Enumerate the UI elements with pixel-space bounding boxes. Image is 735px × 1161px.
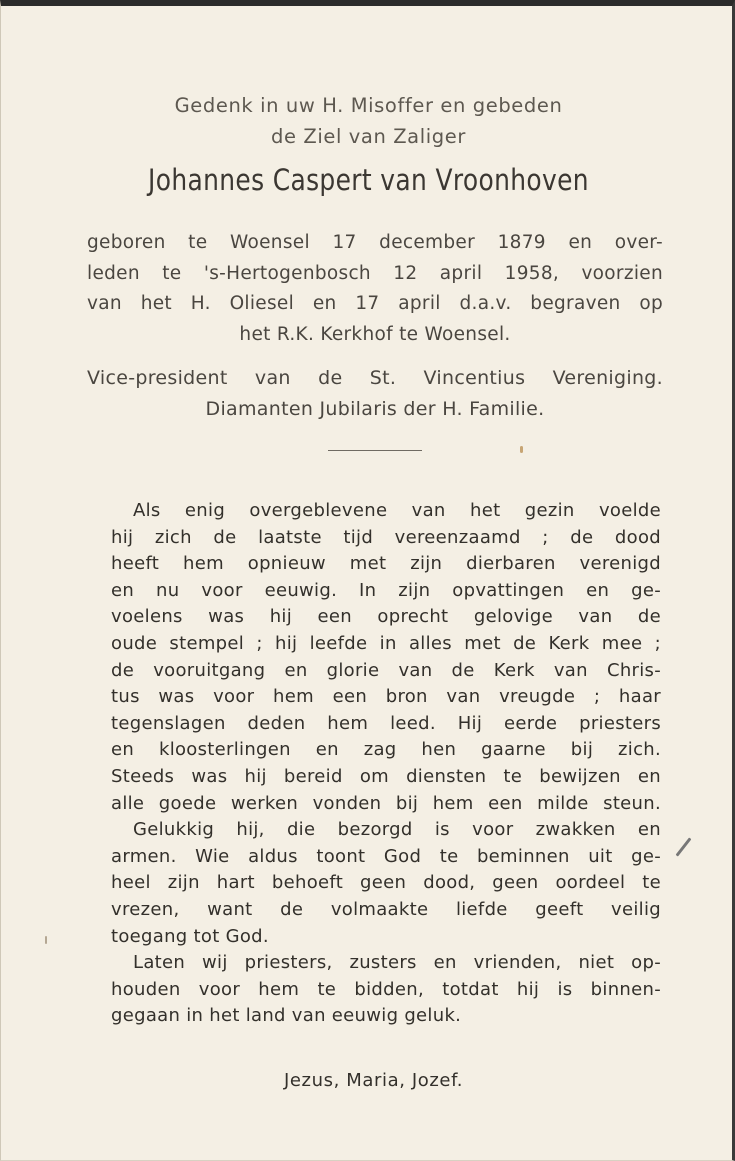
birth-line: leden te 's-Hertogenbosch 12 april 1958, voorzien [87,262,663,284]
text-line: de vooruitgang en glorie van de Kerk van Chris- [111,659,661,681]
title-line: Vice-president van de St. Vincentius Vereniging. [87,367,663,389]
intro-line-1: Gedenk in uw H. Misoffer en gebeden [174,94,563,117]
paper-speck [45,936,47,944]
closing-invocation [1,1070,735,1091]
section-divider [328,450,422,451]
text-line: armen. Wie aldus toont God te beminnen uit ge- [111,845,661,867]
honorary-titles [87,363,663,425]
text-line: alle goede werken vonden bij hem een milde steun. [111,792,661,814]
title-line: Diamanten Jubilaris der H. Familie. [205,398,545,420]
text-line: en nu voor eeuwig. In zijn opvattingen en ge- [111,579,661,601]
text-line: tus was voor hem een bron van vreugde ; haar [111,686,661,708]
birth-line: het R.K. Kerkhof te Woensel. [239,323,511,345]
closing-text: Jezus, Maria, Jozef. [283,1070,464,1091]
text-line: vrezen, want de volmaakte liefde geeft veilig [111,898,661,920]
intro-line-2: de Ziel van Zaliger [271,125,466,148]
text-line: Als enig overgeblevene van het gezin voelde [133,500,661,521]
pencil-mark [676,837,692,856]
birth-death-details [87,228,663,350]
text-line: voelens was hij een oprecht gelovige van de [111,606,661,628]
text-line: toegang tot God. [111,925,269,947]
memorial-text [111,498,661,1030]
text-line: tegenslagen deden hem leed. Hij eerde priesters [111,712,661,734]
birth-line: geboren te Woensel 17 december 1879 en over- [87,232,663,253]
text-line: heel zijn hart behoeft geen dood, geen oordeel te [111,872,661,894]
text-line: en kloosterlingen en zag hen gaarne bij zich. [111,739,661,761]
birth-line: van het H. Oliesel en 17 april d.a.v. begraven op [87,293,663,314]
text-line: Gelukkig hij, die bezorgd is voor zwakken en [133,819,661,841]
text-line: houden voor hem te bidden, totdat hij is binnen- [111,978,661,1000]
text-line: Steeds was hij bereid om diensten te bewijzen en [111,765,661,787]
text-line: Laten wij priesters, zusters en vrienden, niet op- [133,952,661,974]
text-line: hij zich de laatste tijd vereenzaamd ; de dood [111,526,661,548]
text-line: gegaan in het land van eeuwig geluk. [111,1005,462,1027]
paper-speck [520,446,523,453]
deceased-name: Johannes Caspert van Vroonhoven [148,163,589,197]
text-line: heeft hem opnieuw met zijn dierbaren verenigd [111,553,661,575]
card-header [1,90,735,200]
text-line: oude stempel ; hij leefde in alles met de Kerk mee ; [111,632,661,654]
